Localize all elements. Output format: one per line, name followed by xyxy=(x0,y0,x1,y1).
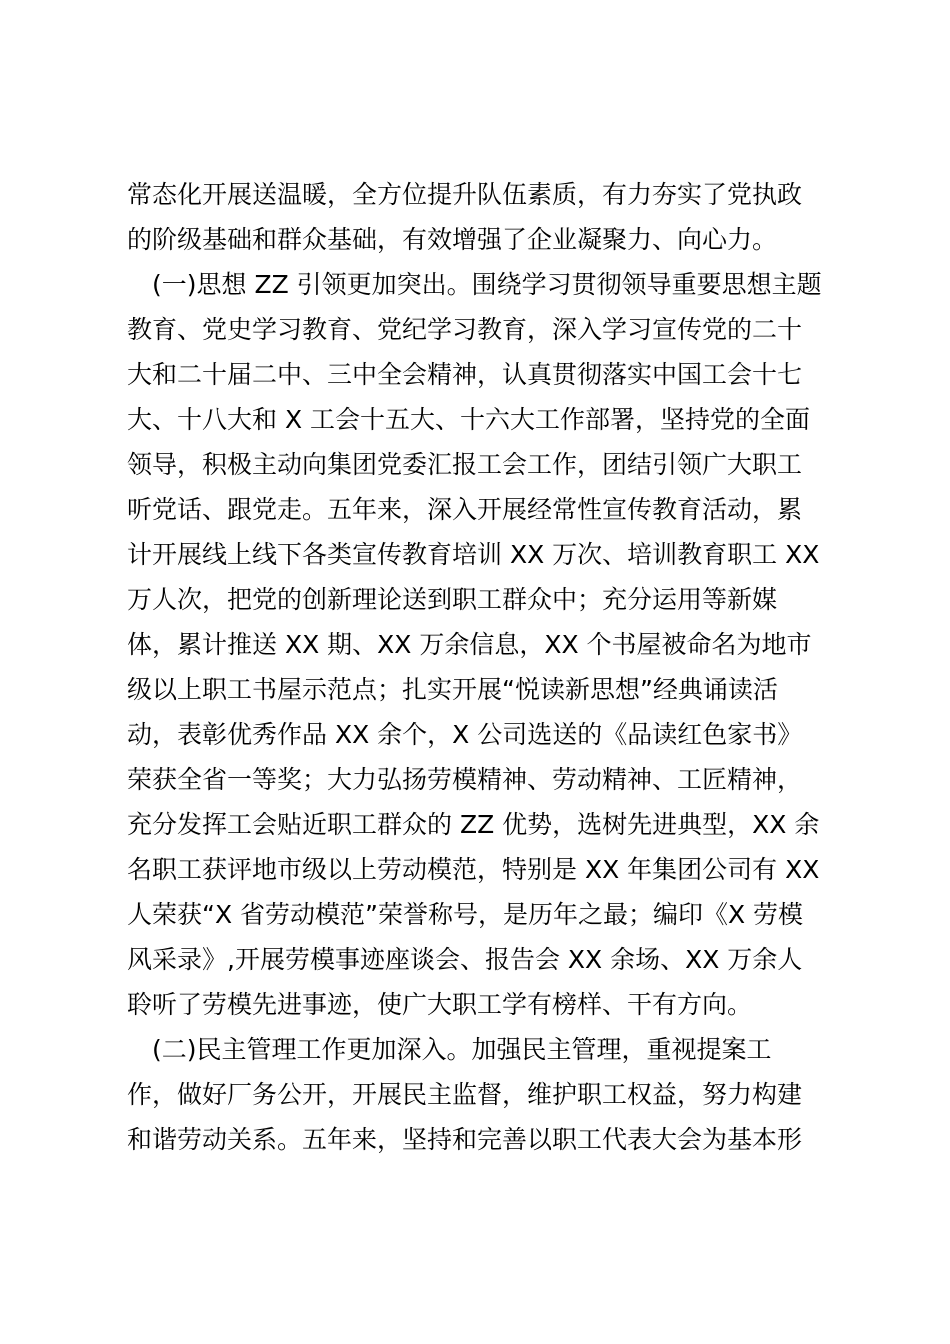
text-line: 大、十八大和 X 工会十五大、十六大工作部署，坚持党的全面 xyxy=(127,405,811,434)
text-line: 大和二十届二中、三中全会精神，认真贯彻落实中国工会十七 xyxy=(127,360,803,389)
text-line: 作，做好厂务公开，开展民主监督，维护职工权益，努力构建 xyxy=(127,1080,803,1109)
text-line: 级以上职工书屋示范点；扎实开展“悦读新思想”经典诵读活 xyxy=(127,675,778,704)
body-text xyxy=(127,172,837,1162)
text-line: 荣获全省一等奖；大力弘扬劳模精神、劳动精神、工匠精神， xyxy=(127,765,803,794)
section-heading-line: (一)思想 ZZ 引领更加突出。围绕学习贯彻领导重要思想主题 xyxy=(127,270,822,299)
text-line: 和谐劳动关系。五年来，坚持和完善以职工代表大会为基本形 xyxy=(127,1125,803,1154)
text-line: 名职工获评地市级以上劳动模范，特别是 XX 年集团公司有 XX xyxy=(127,855,820,884)
text-line: 的阶级基础和群众基础，有效增强了企业凝聚力、向心力。 xyxy=(127,225,778,254)
text-line: 聆听了劳模先进事迹，使广大职工学有榜样、干有方向。 xyxy=(127,990,753,1019)
text-line: 体，累计推送 XX 期、XX 万余信息，XX 个书屋被命名为地市 xyxy=(127,630,812,659)
text-line: 充分发挥工会贴近职工群众的 ZZ 优势，选树先进典型，XX 余 xyxy=(127,810,820,839)
text-line: 领导，积极主动向集团党委汇报工会工作，团结引领广大职工 xyxy=(127,450,803,479)
text-line: 听党话、跟党走。五年来，深入开展经常性宣传教育活动，累 xyxy=(127,495,803,524)
text-line: 动，表彰优秀作品 XX 余个，X 公司选送的《品读红色家书》 xyxy=(127,720,803,749)
text-line: 人荣获“X 省劳动模范”荣誉称号，是历年之最；编印《X 劳模 xyxy=(127,900,804,929)
text-line: 万人次，把党的创新理论送到职工群众中；充分运用等新媒 xyxy=(127,585,778,614)
text-line: 教育、党史学习教育、党纪学习教育，深入学习宣传党的二十 xyxy=(127,315,803,344)
section-heading-line: (二)民主管理工作更加深入。加强民主管理，重视提案工 xyxy=(127,1035,772,1064)
text-line: 常态化开展送温暖，全方位提升队伍素质，有力夯实了党执政 xyxy=(127,180,803,209)
text-line: 计开展线上线下各类宣传教育培训 XX 万次、培训教育职工 XX xyxy=(127,540,820,569)
text-line: 风采录》,开展劳模事迹座谈会、报告会 XX 余场、XX 万余人 xyxy=(127,945,803,974)
